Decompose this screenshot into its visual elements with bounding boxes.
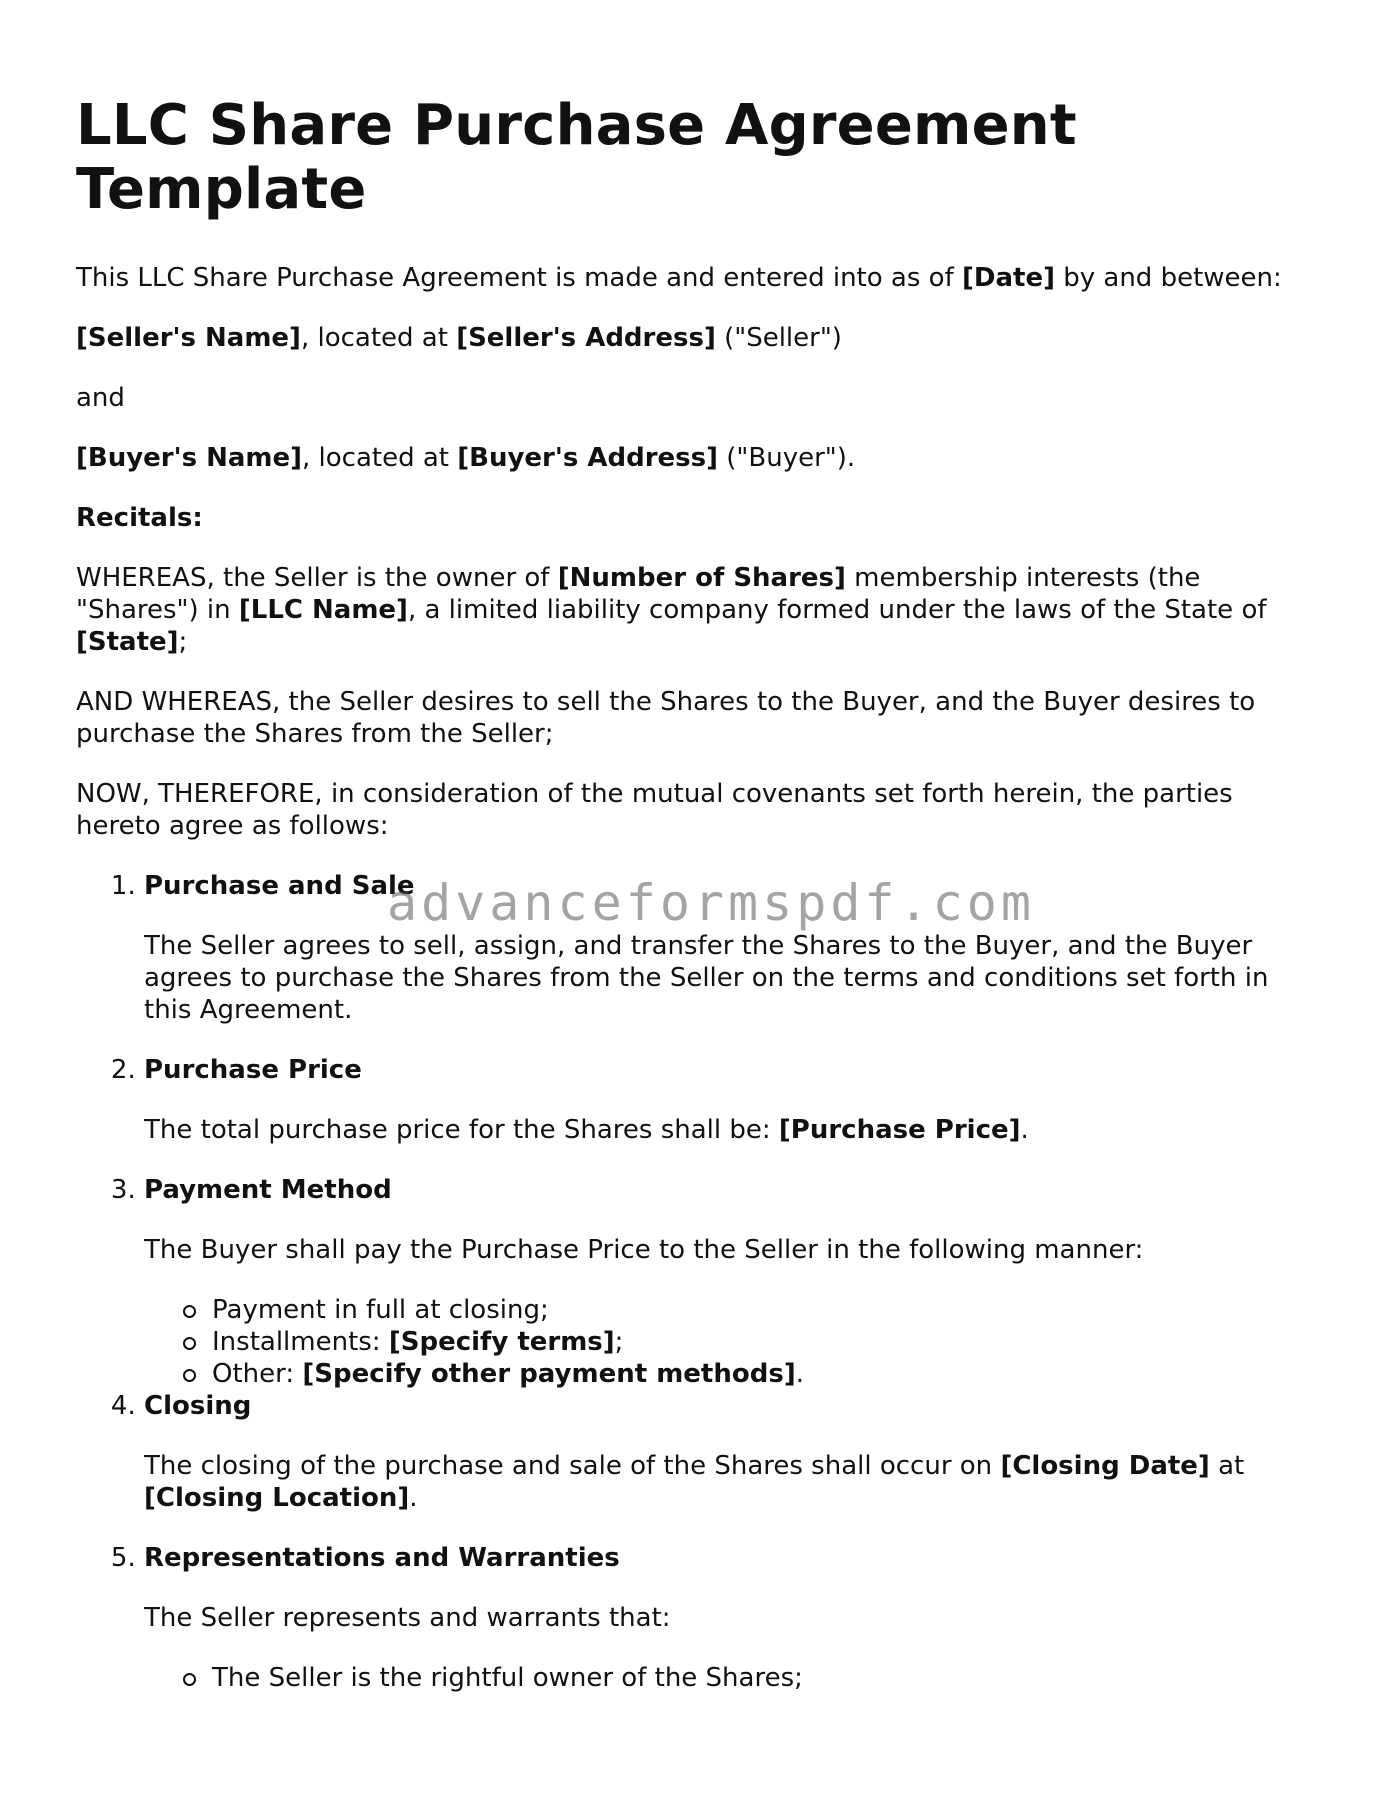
whereas-paragraph-1 bbox=[76, 562, 1316, 658]
payment-option-text: Payment in full at closing; bbox=[212, 1295, 549, 1325]
list-item bbox=[212, 1326, 1316, 1358]
whereas1-text-2: membership interests (the "Shares") in bbox=[76, 563, 1201, 625]
seller-line-end: ("Seller") bbox=[715, 323, 842, 353]
seller-address-placeholder: [Seller's Address] bbox=[456, 323, 716, 353]
section-body: The Buyer shall pay the Purchase Price to the Seller in the following manner: bbox=[144, 1235, 1144, 1265]
and-text: and bbox=[76, 383, 125, 413]
circle-bullet-icon bbox=[183, 1305, 196, 1318]
price-text: The total purchase price for the Shares shall be: bbox=[144, 1115, 779, 1145]
intro-text-end: by and between: bbox=[1054, 263, 1282, 293]
whereas1-text-4: ; bbox=[178, 627, 188, 657]
section-body bbox=[144, 1450, 1316, 1514]
section-title: 1. Purchase and Sale bbox=[144, 871, 415, 901]
buyer-line bbox=[76, 442, 1316, 474]
recitals-heading-text: Recitals: bbox=[76, 503, 203, 533]
section-payment-method bbox=[144, 1174, 1316, 1390]
seller-name-placeholder: [Seller's Name] bbox=[76, 323, 301, 353]
purchase-price-placeholder: [Purchase Price] bbox=[778, 1115, 1021, 1145]
state-placeholder: [State] bbox=[76, 627, 179, 657]
intro-text: This LLC Share Purchase Agreement is made and entered into as of bbox=[76, 263, 962, 293]
section-title: 5. Representations and Warranties bbox=[144, 1543, 620, 1573]
seller-line bbox=[76, 322, 1316, 354]
section-title: 4. Closing bbox=[144, 1391, 252, 1421]
warranty-text: The Seller is the rightful owner of the Shares; bbox=[212, 1663, 803, 1693]
buyer-line-text: , located at bbox=[302, 443, 458, 473]
buyer-name-placeholder: [Buyer's Name] bbox=[76, 443, 303, 473]
list-item bbox=[212, 1662, 1316, 1694]
closing-text-2: at bbox=[1209, 1451, 1245, 1481]
closing-location-placeholder: [Closing Location] bbox=[144, 1483, 410, 1513]
payment-option-text: Other: bbox=[212, 1359, 303, 1389]
section-body bbox=[144, 1114, 1316, 1146]
section-purchase-and-sale bbox=[144, 870, 1316, 1026]
payment-options-list bbox=[144, 1294, 1316, 1390]
closing-date-placeholder: [Closing Date] bbox=[1000, 1451, 1210, 1481]
payment-option-end: ; bbox=[614, 1327, 624, 1357]
list-item bbox=[212, 1358, 1316, 1390]
section-body: The Seller agrees to sell, assign, and transfer the Shares to the Buyer, and the Buyer agrees to purchase the Shares from the Seller on the terms and conditions set forth in this Agreement. bbox=[144, 931, 1269, 1025]
seller-line-text: , located at bbox=[300, 323, 457, 353]
section-title: 2. Purchase Price bbox=[144, 1055, 362, 1085]
section-closing bbox=[144, 1390, 1316, 1514]
sections-list bbox=[76, 870, 1316, 1694]
other-methods-placeholder: [Specify other payment methods] bbox=[302, 1359, 796, 1389]
circle-bullet-icon bbox=[183, 1369, 196, 1382]
warranties-list bbox=[144, 1662, 1316, 1694]
circle-bullet-icon bbox=[183, 1673, 196, 1686]
whereas1-text-3: , a limited liability company formed under the laws of the State of bbox=[407, 595, 1267, 625]
installment-terms-placeholder: [Specify terms] bbox=[388, 1327, 615, 1357]
closing-text-end: . bbox=[409, 1483, 418, 1513]
recitals-heading bbox=[76, 502, 1316, 534]
section-purchase-price bbox=[144, 1054, 1316, 1146]
payment-option-end: . bbox=[795, 1359, 804, 1389]
section-title: 3. Payment Method bbox=[144, 1175, 392, 1205]
intro-paragraph bbox=[76, 262, 1316, 294]
now-therefore-paragraph: NOW, THEREFORE, in consideration of the mutual covenants set forth herein, the parties hereto agree as follows: bbox=[76, 779, 1233, 841]
watermark: advanceformspdf.com bbox=[387, 874, 1035, 932]
llc-name-placeholder: [LLC Name] bbox=[238, 595, 408, 625]
section-body: The Seller represents and warrants that: bbox=[144, 1603, 671, 1633]
section-representations bbox=[144, 1542, 1316, 1694]
date-placeholder: [Date] bbox=[962, 263, 1055, 293]
buyer-address-placeholder: [Buyer's Address] bbox=[457, 443, 719, 473]
closing-text: The closing of the purchase and sale of the Shares shall occur on bbox=[144, 1451, 1001, 1481]
payment-option-text: Installments: bbox=[212, 1327, 389, 1357]
shares-placeholder: [Number of Shares] bbox=[557, 563, 846, 593]
whereas-paragraph-2: AND WHEREAS, the Seller desires to sell the Shares to the Buyer, and the Buyer desires to purchase the Shares from the Seller; bbox=[76, 687, 1256, 749]
list-item bbox=[212, 1294, 1316, 1326]
whereas1-text-1: WHEREAS, the Seller is the owner of bbox=[76, 563, 558, 593]
circle-bullet-icon bbox=[183, 1337, 196, 1350]
document-title: LLC Share Purchase Agreement Template bbox=[76, 93, 1077, 222]
price-text-end: . bbox=[1020, 1115, 1029, 1145]
buyer-line-end: ("Buyer"). bbox=[718, 443, 856, 473]
document-page bbox=[76, 94, 1316, 1694]
